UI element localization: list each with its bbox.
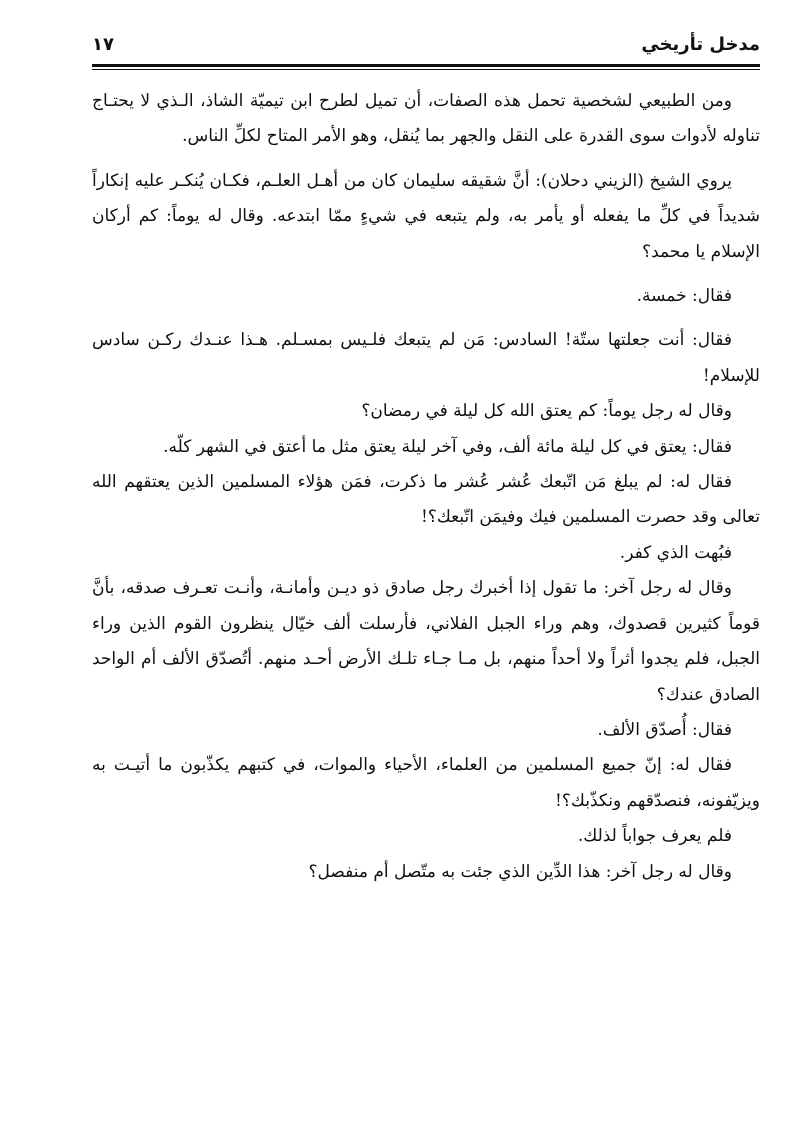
paragraph: فقال: أنت جعلتها ستّة! السادس: مَن لم يتبعك فلـيس بمسـلم. هـذا عنـدك ركـن سادس للإسلام! — [92, 330, 760, 386]
paragraph: فقال له: إنّ جميع المسلمين من العلماء، الأحياء والموات، في كتبهم يكذّبون ما أتيـت به ويزيّفونه، فنصدّقهم ونكذّبك؟! — [92, 755, 760, 811]
page-number: ١٧ — [92, 34, 114, 55]
paragraph: يروي الشيخ (الزيني دحلان): أنَّ شقيقه سليمان كان من أهـل العلـم، فكـان يُنكـر عليه إنكاراً شديداً في كلِّ ما يفعله أو يأمر به، ولم يتبعه في شيءٍ ممّا ابتدعه. وقال له يوماً: كم أركان الإسلام يا محمد؟ — [92, 170, 760, 262]
body-text — [92, 84, 760, 890]
paragraph: فقال: يعتق في كل ليلة مائة ألف، وفي آخر ليلة يعتق مثل ما أعتق في الشهر كلّه. — [163, 436, 732, 457]
header-rule-thin — [92, 69, 760, 70]
paragraph: فلم يعرف جواباً لذلك. — [577, 826, 732, 847]
paragraph: فقال: خمسة. — [636, 286, 732, 307]
paragraph: ومن الطبيعي لشخصية تحمل هذه الصفات، أن تميل لطرح ابن تيميّة الشاذ، الـذي لا يحتـاج تناوله لأدوات سوى القدرة على النقل والجهر بما يُنقل، وهو الأمر المتاح لكلِّ الناس. — [92, 91, 760, 147]
paragraph: وقال له رجل آخر: ما تقول إذا أخبرك رجل صادق ذو ديـن وأمانـة، وأنـت تعـرف صدقه، بأنَّ قوماً كثيرين قصدوك، وهم وراء الجبل الفلاني، فأرسلت ألف خيّال ينظرون القوم الذين وراء الجبل، فلم يجدوا أثراً ولا أحداً منهم، بل مـا جـاء تلـك الأرض أحـد منهم. أتُصدّق الألف أم الواحد الصادق عندك؟ — [92, 578, 760, 705]
paragraph: فبُهت الذي كفر. — [619, 542, 732, 563]
paragraph: وقال له رجل يوماً: كم يعتق الله كل ليلة في رمضان؟ — [361, 401, 732, 422]
paragraph: فقال له: لم يبلغ مَن اتّبعك عُشر عُشر ما ذكرت، فمَن هؤلاء المسلمين الذين يعتقهم الله تعالى وقد حصرت المسلمين فيك وفيمَن اتّبعك؟! — [92, 472, 760, 528]
paragraph: فقال: أُصدّق الألف. — [597, 719, 732, 740]
running-title: مدخل تأريخي — [641, 34, 760, 55]
paragraph: وقال له رجل آخر: هذا الدِّين الذي جئت به متّصل أم منفصل؟ — [308, 861, 732, 882]
header-rule-thick — [92, 64, 760, 67]
